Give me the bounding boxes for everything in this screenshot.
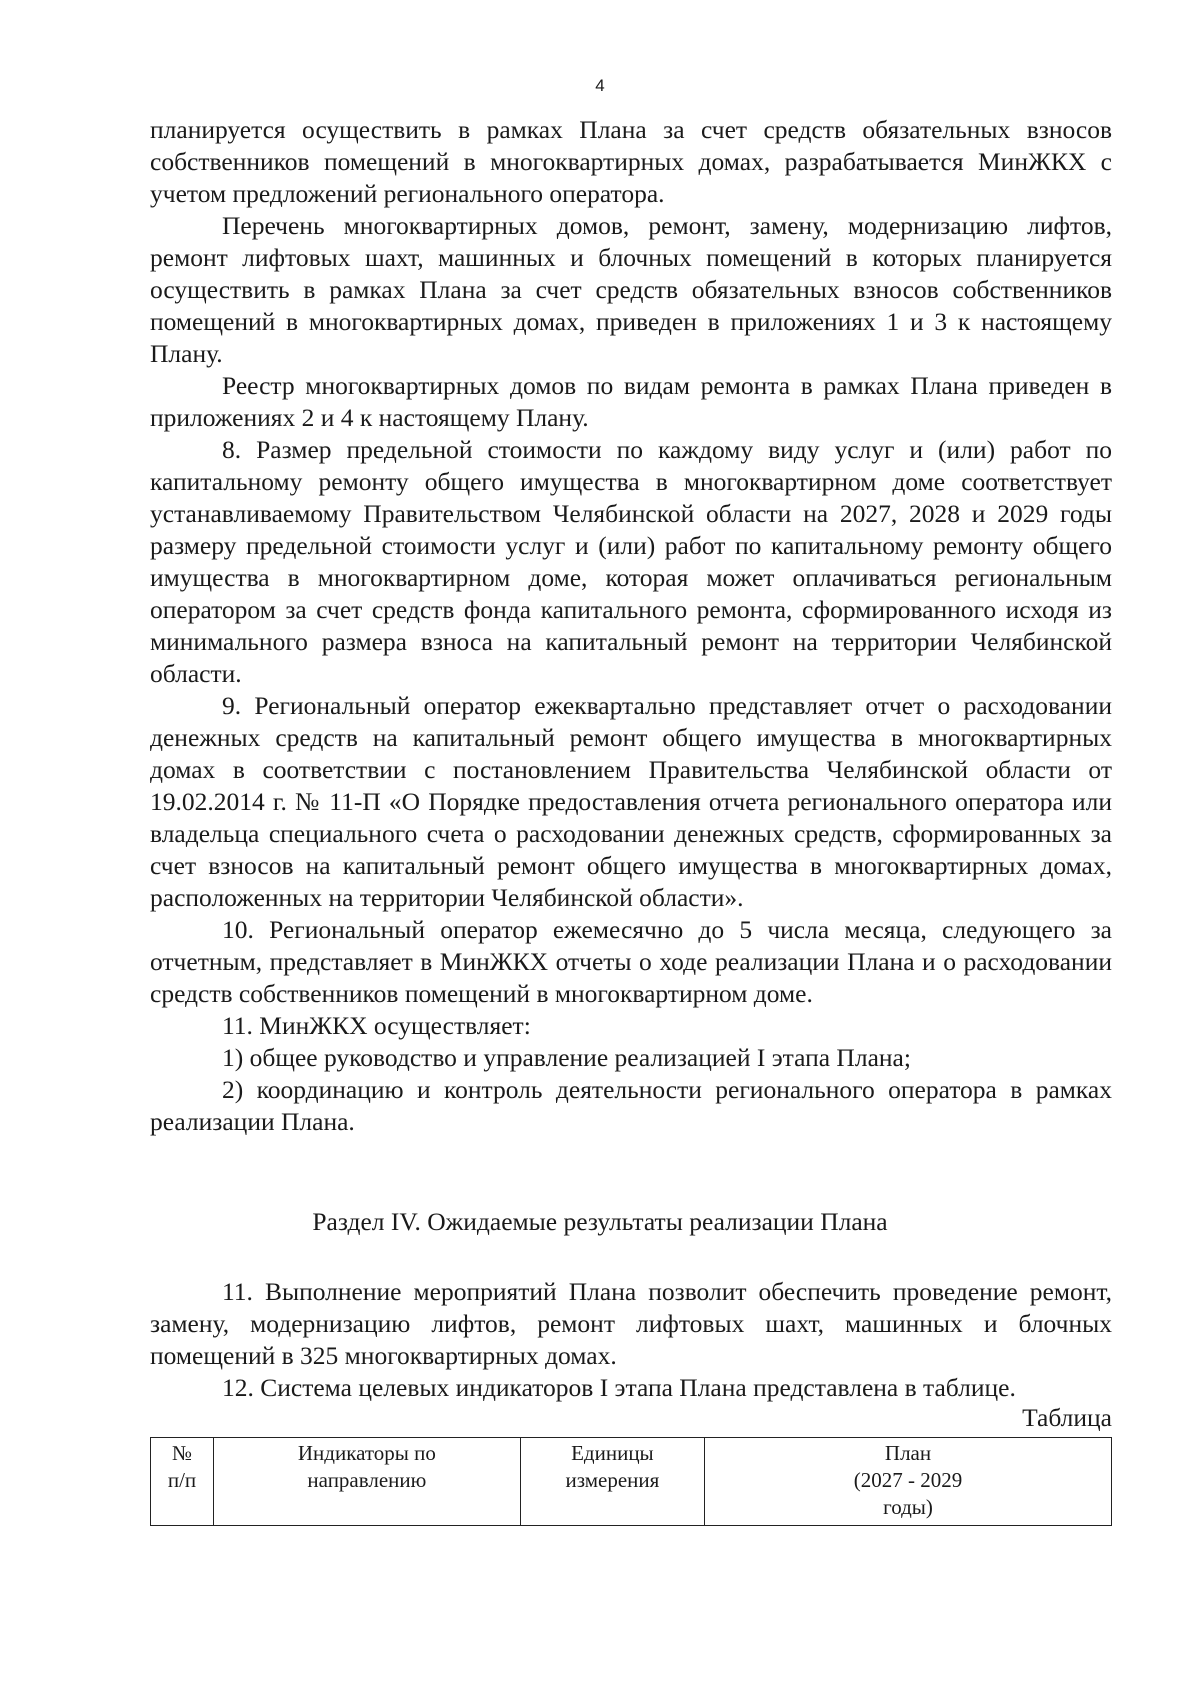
header-text: направлению xyxy=(307,1468,427,1492)
paragraph: Реестр многоквартирных домов по видам ремонта в рамках Плана приведен в приложениях 2 и 4 к настоящему Плану. xyxy=(150,371,1112,432)
header-units xyxy=(520,1438,704,1526)
paragraph: 1) общее руководство и управление реализацией I этапа Плана; xyxy=(222,1043,911,1072)
paragraph: 8. Размер предельной стоимости по каждому виду услуг и (или) работ по капитальному ремонту общего имущества в многоквартирном доме соответствует устанавливаемому Правительством Челябинской области на 2027, 2028 и 2029 годы размеру предельной стоимости услуг и (или) работ по капитальному ремонту общего имущества в многоквартирном доме, которая может оплачиваться региональным оператором за счет средств фонда капитального ремонта, сформированного исходя из минимального размера взноса на капитальный ремонт на территории Челябинской области. xyxy=(150,435,1112,688)
header-plan xyxy=(705,1438,1112,1526)
table-header-row xyxy=(151,1438,1112,1526)
header-text: Единицы xyxy=(571,1441,654,1465)
header-text: № xyxy=(171,1441,193,1465)
header-text: годы) xyxy=(883,1495,933,1519)
paragraph: 11. МинЖКХ осуществляет: xyxy=(222,1011,531,1040)
paragraph: 12. Система целевых индикаторов I этапа Плана представлена в таблице. xyxy=(222,1373,1016,1402)
header-indicators xyxy=(214,1438,521,1526)
paragraph: 11. Выполнение мероприятий Плана позволит обеспечить проведение ремонт, замену, модернизацию лифтов, ремонт лифтовых шахт, машинных и блочных помещений в 325 многоквартирных домах. xyxy=(150,1277,1112,1370)
section-title: Раздел IV. Ожидаемые результаты реализации Плана xyxy=(312,1207,888,1236)
header-num xyxy=(151,1438,214,1526)
paragraph: планируется осуществить в рамках Плана за счет средств обязательных взносов собственников помещений в многоквартирных домах, разрабатывается МинЖКХ с учетом предложений регионального оператора. xyxy=(150,115,1112,208)
page-number: 4 xyxy=(595,76,605,95)
paragraph: 2) координацию и контроль деятельности регионального оператора в рамках реализации Плана. xyxy=(150,1075,1112,1136)
paragraph: 10. Региональный оператор ежемесячно до 5 числа месяца, следующего за отчетным, представляет в МинЖКХ отчеты о ходе реализации Плана и о расходовании средств собственников помещений в многоквартирном доме. xyxy=(150,915,1112,1008)
header-text: План xyxy=(884,1441,932,1465)
indicators-table xyxy=(150,1437,1112,1526)
body-text xyxy=(150,114,1112,1138)
header-text: п/п xyxy=(167,1468,197,1492)
paragraph: 9. Региональный оператор ежеквартально представляет отчет о расходовании денежных средств на капитальный ремонт общего имущества в многоквартирных домах в соответствии с постановлением Правительства Челябинской области от 19.02.2014 г. № 11-П «О Порядке предоставления отчета регионального оператора или владельца специального счета о расходовании денежных средств, сформированных за счет взносов на капитальный ремонт общего имущества в многоквартирных домах, расположенных на территории Челябинской области». xyxy=(150,691,1112,912)
header-text: измерения xyxy=(565,1468,660,1492)
paragraph: Перечень многоквартирных домов, ремонт, замену, модернизацию лифтов, ремонт лифтовых шахт, машинных и блочных помещений в которых планируется осуществить в рамках Плана за счет средств обязательных взносов собственников помещений в многоквартирных домах, приведен в приложениях 1 и 3 к настоящему Плану. xyxy=(150,211,1112,368)
results-text xyxy=(150,1276,1112,1404)
header-text: (2027 - 2029 xyxy=(853,1468,963,1492)
header-text: Индикаторы по xyxy=(297,1441,436,1465)
table-caption: Таблица xyxy=(1022,1403,1112,1432)
